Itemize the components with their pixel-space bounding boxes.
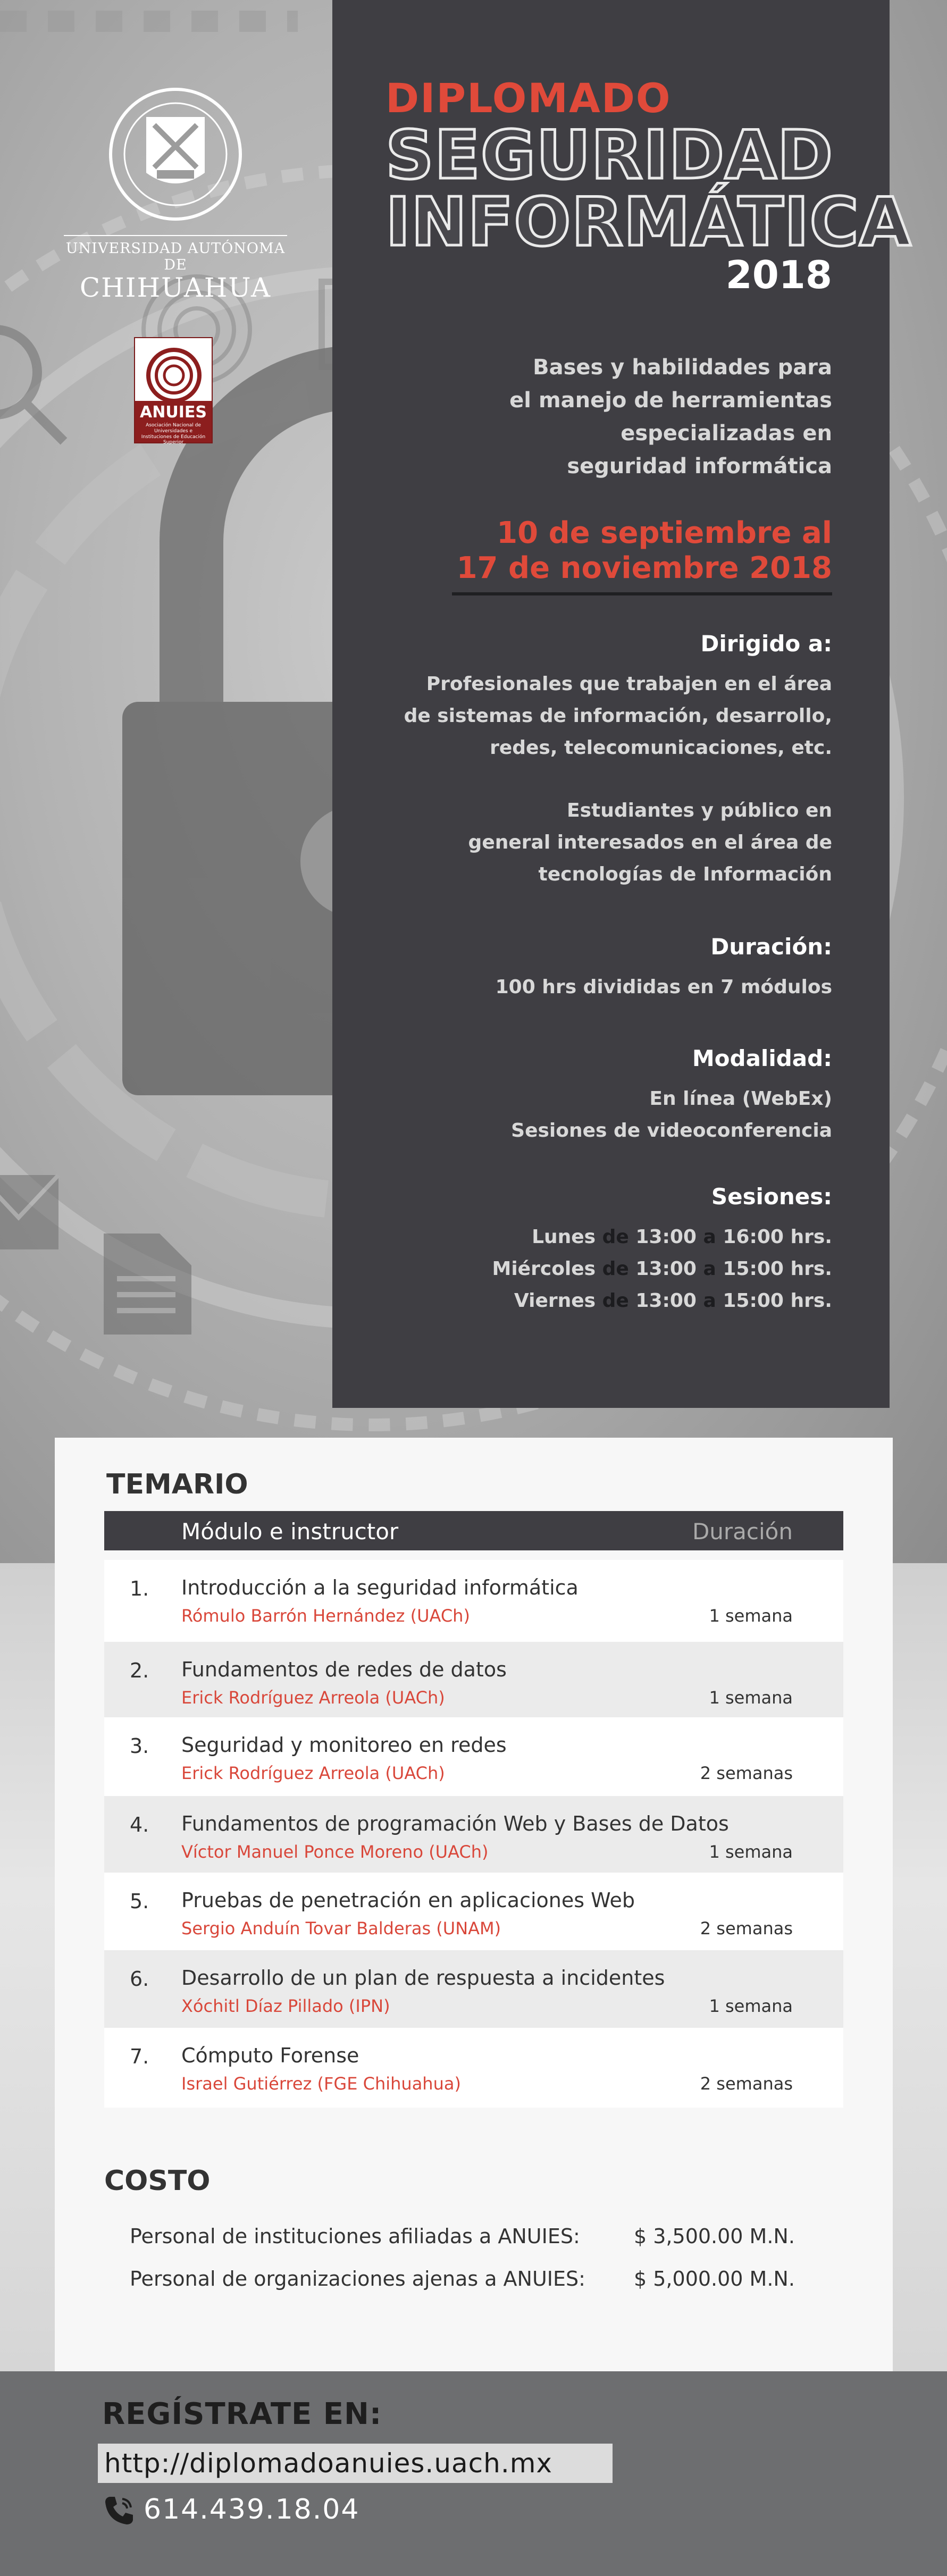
row-instructor: Xóchitl Díaz Pillado (IPN) xyxy=(181,1996,390,2016)
row-duration: 1 semana xyxy=(709,1606,793,1626)
text-line: Sesiones de videoconferencia xyxy=(511,1120,832,1142)
title-line-2: INFORMÁTICA xyxy=(385,183,912,261)
text-line: Estudiantes y público en xyxy=(567,800,832,821)
title-diplomado: DIPLOMADO xyxy=(385,74,672,122)
course-dates xyxy=(457,516,832,586)
anuies-logo xyxy=(134,337,213,446)
text-line: Profesionales que trabajen en el área xyxy=(426,673,832,695)
subtitle-line: el manejo de herramientas xyxy=(509,388,832,413)
row-module: Cómputo Forense xyxy=(181,2044,359,2067)
dates-divider xyxy=(452,592,832,595)
uach-shield-icon xyxy=(106,80,245,223)
anuies-name: ANUIES xyxy=(140,403,207,422)
table-row xyxy=(104,2028,843,2108)
session-start: 13:00 xyxy=(635,1290,697,1312)
temario-title: TEMARIO xyxy=(106,1469,248,1500)
row-instructor: Erick Rodríguez Arreola (UACh) xyxy=(181,1688,445,1708)
row-duration: 1 semana xyxy=(709,1996,793,2016)
uach-logo xyxy=(64,80,287,303)
row-instructor: Israel Gutiérrez (FGE Chihuahua) xyxy=(181,2074,461,2094)
session-row xyxy=(492,1285,832,1317)
subtitle-line: seguridad informática xyxy=(567,454,832,479)
row-number: 1. xyxy=(130,1577,149,1600)
row-number: 6. xyxy=(130,1967,149,1991)
anuies-mark-icon xyxy=(143,342,205,401)
text-line: En línea (WebEx) xyxy=(649,1088,832,1110)
row-number: 7. xyxy=(130,2045,149,2068)
dirigido-paragraph-2 xyxy=(404,795,832,891)
duracion-section xyxy=(496,934,832,1003)
cost-price: $ 5,000.00 M.N. xyxy=(634,2267,795,2290)
session-row xyxy=(492,1221,832,1253)
dirigido-paragraph-1 xyxy=(404,668,832,764)
costo-title: COSTO xyxy=(104,2165,211,2197)
registration-link[interactable]: http://diplomadoanuies.uach.mx xyxy=(104,2448,553,2479)
subtitle-line: especializadas en xyxy=(621,421,832,446)
subtitle xyxy=(509,351,832,483)
sesiones-heading: Sesiones: xyxy=(711,1184,832,1210)
phone-number[interactable]: 614.439.18.04 xyxy=(144,2494,360,2525)
subtitle-line: Bases y habilidades para xyxy=(533,355,832,380)
dirigido-heading: Dirigido a: xyxy=(700,631,832,657)
session-row xyxy=(492,1253,832,1285)
row-module: Seguridad y monitoreo en redes xyxy=(181,1733,507,1757)
row-instructor: Erick Rodríguez Arreola (UACh) xyxy=(181,1763,445,1783)
table-row xyxy=(104,1796,843,1873)
table-row xyxy=(104,1873,843,1950)
row-number: 2. xyxy=(130,1659,149,1682)
dirigido-section xyxy=(404,631,832,891)
row-duration: 1 semana xyxy=(709,1842,793,1862)
session-a: a xyxy=(703,1226,716,1248)
table-row xyxy=(104,1950,843,2028)
title-block xyxy=(385,74,912,297)
row-number: 3. xyxy=(130,1734,149,1758)
text-line: tecnologías de Información xyxy=(538,863,832,885)
row-module: Introducción a la seguridad informática xyxy=(181,1576,579,1599)
row-module: Fundamentos de programación Web y Bases de Datos xyxy=(181,1812,729,1835)
date-start: 10 de septiembre al xyxy=(497,516,832,550)
table-row xyxy=(104,1642,843,1717)
session-de: de xyxy=(602,1258,629,1280)
session-a: a xyxy=(703,1258,716,1280)
session-day: Viernes xyxy=(514,1290,596,1312)
text-line: redes, telecomunicaciones, etc. xyxy=(490,737,832,759)
table-row xyxy=(104,1560,843,1642)
university-name: UNIVERSIDAD AUTÓNOMA DE xyxy=(64,235,287,273)
row-duration: 2 semanas xyxy=(700,2074,793,2094)
row-module: Pruebas de penetración en aplicaciones Web xyxy=(181,1889,635,1912)
session-de: de xyxy=(602,1290,629,1312)
sesiones-schedule xyxy=(492,1221,832,1317)
cost-label: Personal de organizaciones ajenas a ANUIES: xyxy=(130,2267,585,2290)
text-line: de sistemas de información, desarrollo, xyxy=(404,705,832,727)
row-module: Fundamentos de redes de datos xyxy=(181,1658,507,1681)
row-instructor: Sergio Anduín Tovar Balderas (UNAM) xyxy=(181,1918,501,1939)
row-instructor: Víctor Manuel Ponce Moreno (UACh) xyxy=(181,1842,489,1862)
document-icon xyxy=(104,1234,191,1335)
row-number: 5. xyxy=(130,1890,149,1913)
row-duration: 2 semanas xyxy=(700,1763,793,1783)
table-row xyxy=(104,1717,843,1796)
modalidad-heading: Modalidad: xyxy=(692,1045,832,1071)
envelope-icon xyxy=(0,1175,58,1249)
row-duration: 2 semanas xyxy=(700,1918,793,1939)
title-year: 2018 xyxy=(725,253,832,297)
session-end: 15:00 hrs. xyxy=(723,1258,832,1280)
row-number: 4. xyxy=(130,1813,149,1836)
anuies-tagline: Asociación Nacional de Universidades e Instituciones de Educación Superior xyxy=(141,423,206,446)
session-de: de xyxy=(602,1226,629,1248)
session-day: Miércoles xyxy=(492,1258,596,1280)
date-end: 17 de noviembre 2018 xyxy=(456,551,832,585)
phone-icon xyxy=(102,2494,136,2528)
column-duration: Duración xyxy=(692,1518,793,1545)
session-start: 13:00 xyxy=(635,1258,697,1280)
column-module: Módulo e instructor xyxy=(181,1518,399,1545)
title-line-1: SEGURIDAD xyxy=(385,116,834,194)
row-duration: 1 semana xyxy=(709,1688,793,1708)
modalidad-lines xyxy=(511,1083,832,1147)
session-end: 16:00 hrs. xyxy=(723,1226,832,1248)
session-day: Lunes xyxy=(532,1226,596,1248)
duracion-heading: Duración: xyxy=(710,934,832,960)
sesiones-section xyxy=(492,1184,832,1317)
session-start: 13:00 xyxy=(635,1226,697,1248)
session-a: a xyxy=(703,1290,716,1312)
cost-price: $ 3,500.00 M.N. xyxy=(634,2225,795,2248)
session-end: 15:00 hrs. xyxy=(723,1290,832,1312)
university-city: CHIHUAHUA xyxy=(79,272,272,303)
row-module: Desarrollo de un plan de respuesta a incidentes xyxy=(181,1966,665,1990)
row-instructor: Rómulo Barrón Hernández (UACh) xyxy=(181,1606,470,1626)
cost-label: Personal de instituciones afiliadas a ANUIES: xyxy=(130,2225,580,2248)
register-heading: REGÍSTRATE EN: xyxy=(102,2397,382,2431)
text-line: general interesados en el área de xyxy=(468,832,832,853)
temario-table-header xyxy=(104,1511,843,1550)
duracion-text: 100 hrs divididas en 7 módulos xyxy=(495,976,832,998)
modalidad-section xyxy=(511,1045,832,1147)
